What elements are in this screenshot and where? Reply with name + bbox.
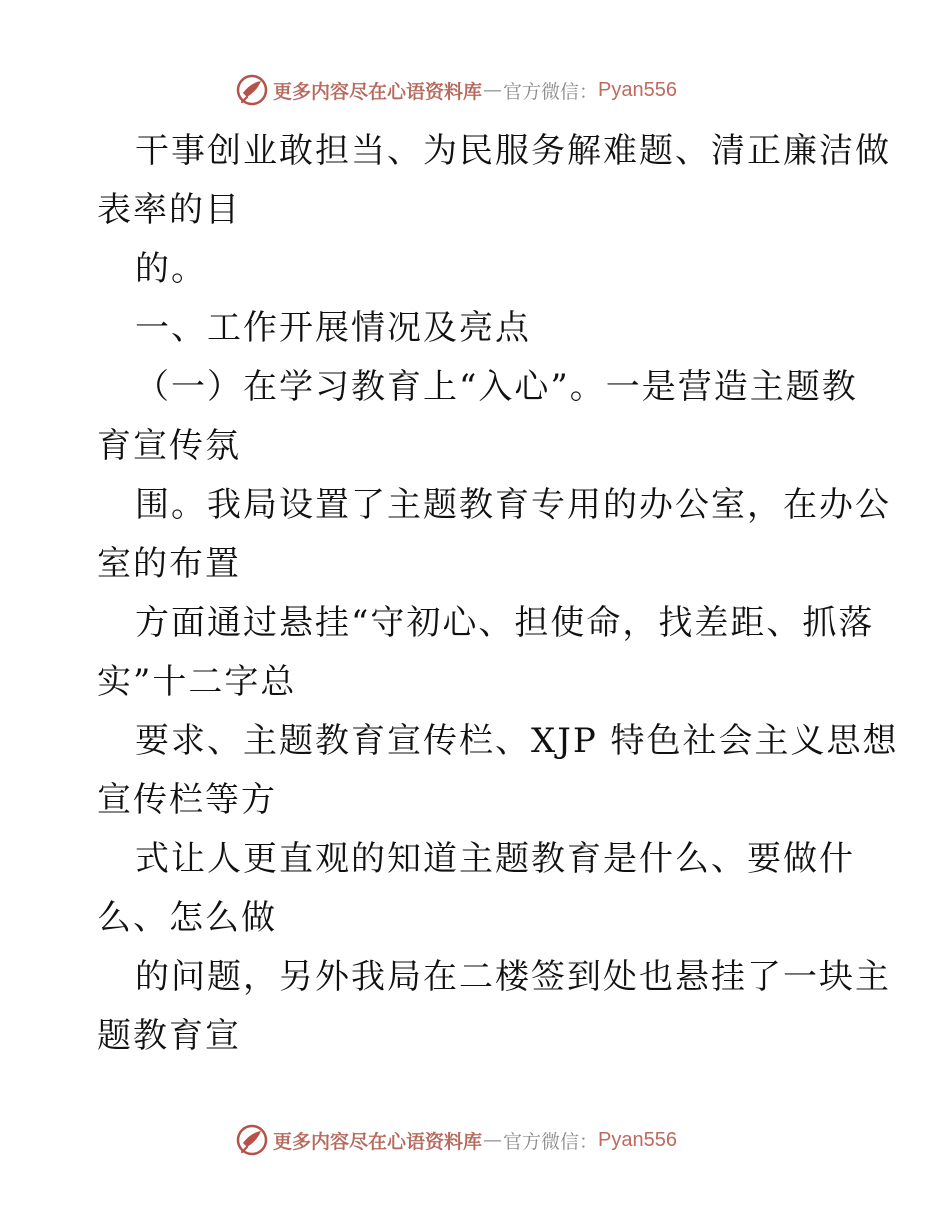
watermark-text: 更多内容尽在心语资料库 <box>273 80 483 103</box>
watermark-text: 更多内容尽在心语资料库 <box>273 1130 483 1153</box>
watermark-dash: — <box>483 79 503 101</box>
body-line: 育宣传氛 <box>97 426 241 466</box>
body-line: 室的布置 <box>97 544 241 584</box>
watermark-wechat-id: Pyan556 <box>598 78 677 101</box>
body-line: 实”十二字总 <box>97 662 297 702</box>
body-line: 的问题，另外我局在二楼签到处也悬挂了一块主 <box>135 957 891 997</box>
body-line: 式让人更直观的知道主题教育是什么、要做什 <box>135 839 855 879</box>
body-line: 干事创业敢担当、为民服务解难题、清正廉洁做 <box>135 131 891 171</box>
document-body <box>97 122 899 1066</box>
pen-logo-icon <box>235 73 269 107</box>
pen-logo-icon <box>235 1123 269 1157</box>
section-heading: 一、工作开展情况及亮点 <box>135 308 531 348</box>
body-line: （一）在学习教育上“入心”。一是营造主题教 <box>135 367 858 407</box>
header-watermark <box>235 72 677 108</box>
watermark-dash: — <box>483 1129 503 1151</box>
watermark-wechat-label: 官方微信： <box>503 1130 599 1153</box>
body-line: 方面通过悬挂“守初心、担使命，找差距、抓落 <box>135 603 875 643</box>
body-line: 宣传栏等方 <box>97 780 277 820</box>
watermark-wechat-id: Pyan556 <box>598 1128 677 1151</box>
watermark-wechat-label: 官方微信： <box>503 80 599 103</box>
body-line: 表率的目 <box>97 190 241 230</box>
footer-watermark <box>235 1122 677 1158</box>
body-line: 题教育宣 <box>97 1016 241 1056</box>
body-line: 的。 <box>135 249 207 289</box>
body-line: 要求、主题教育宣传栏、XJP 特色社会主义思想 <box>135 721 899 761</box>
body-line: 围。我局设置了主题教育专用的办公室，在办公 <box>135 485 891 525</box>
body-line: 么、怎么做 <box>97 898 277 938</box>
